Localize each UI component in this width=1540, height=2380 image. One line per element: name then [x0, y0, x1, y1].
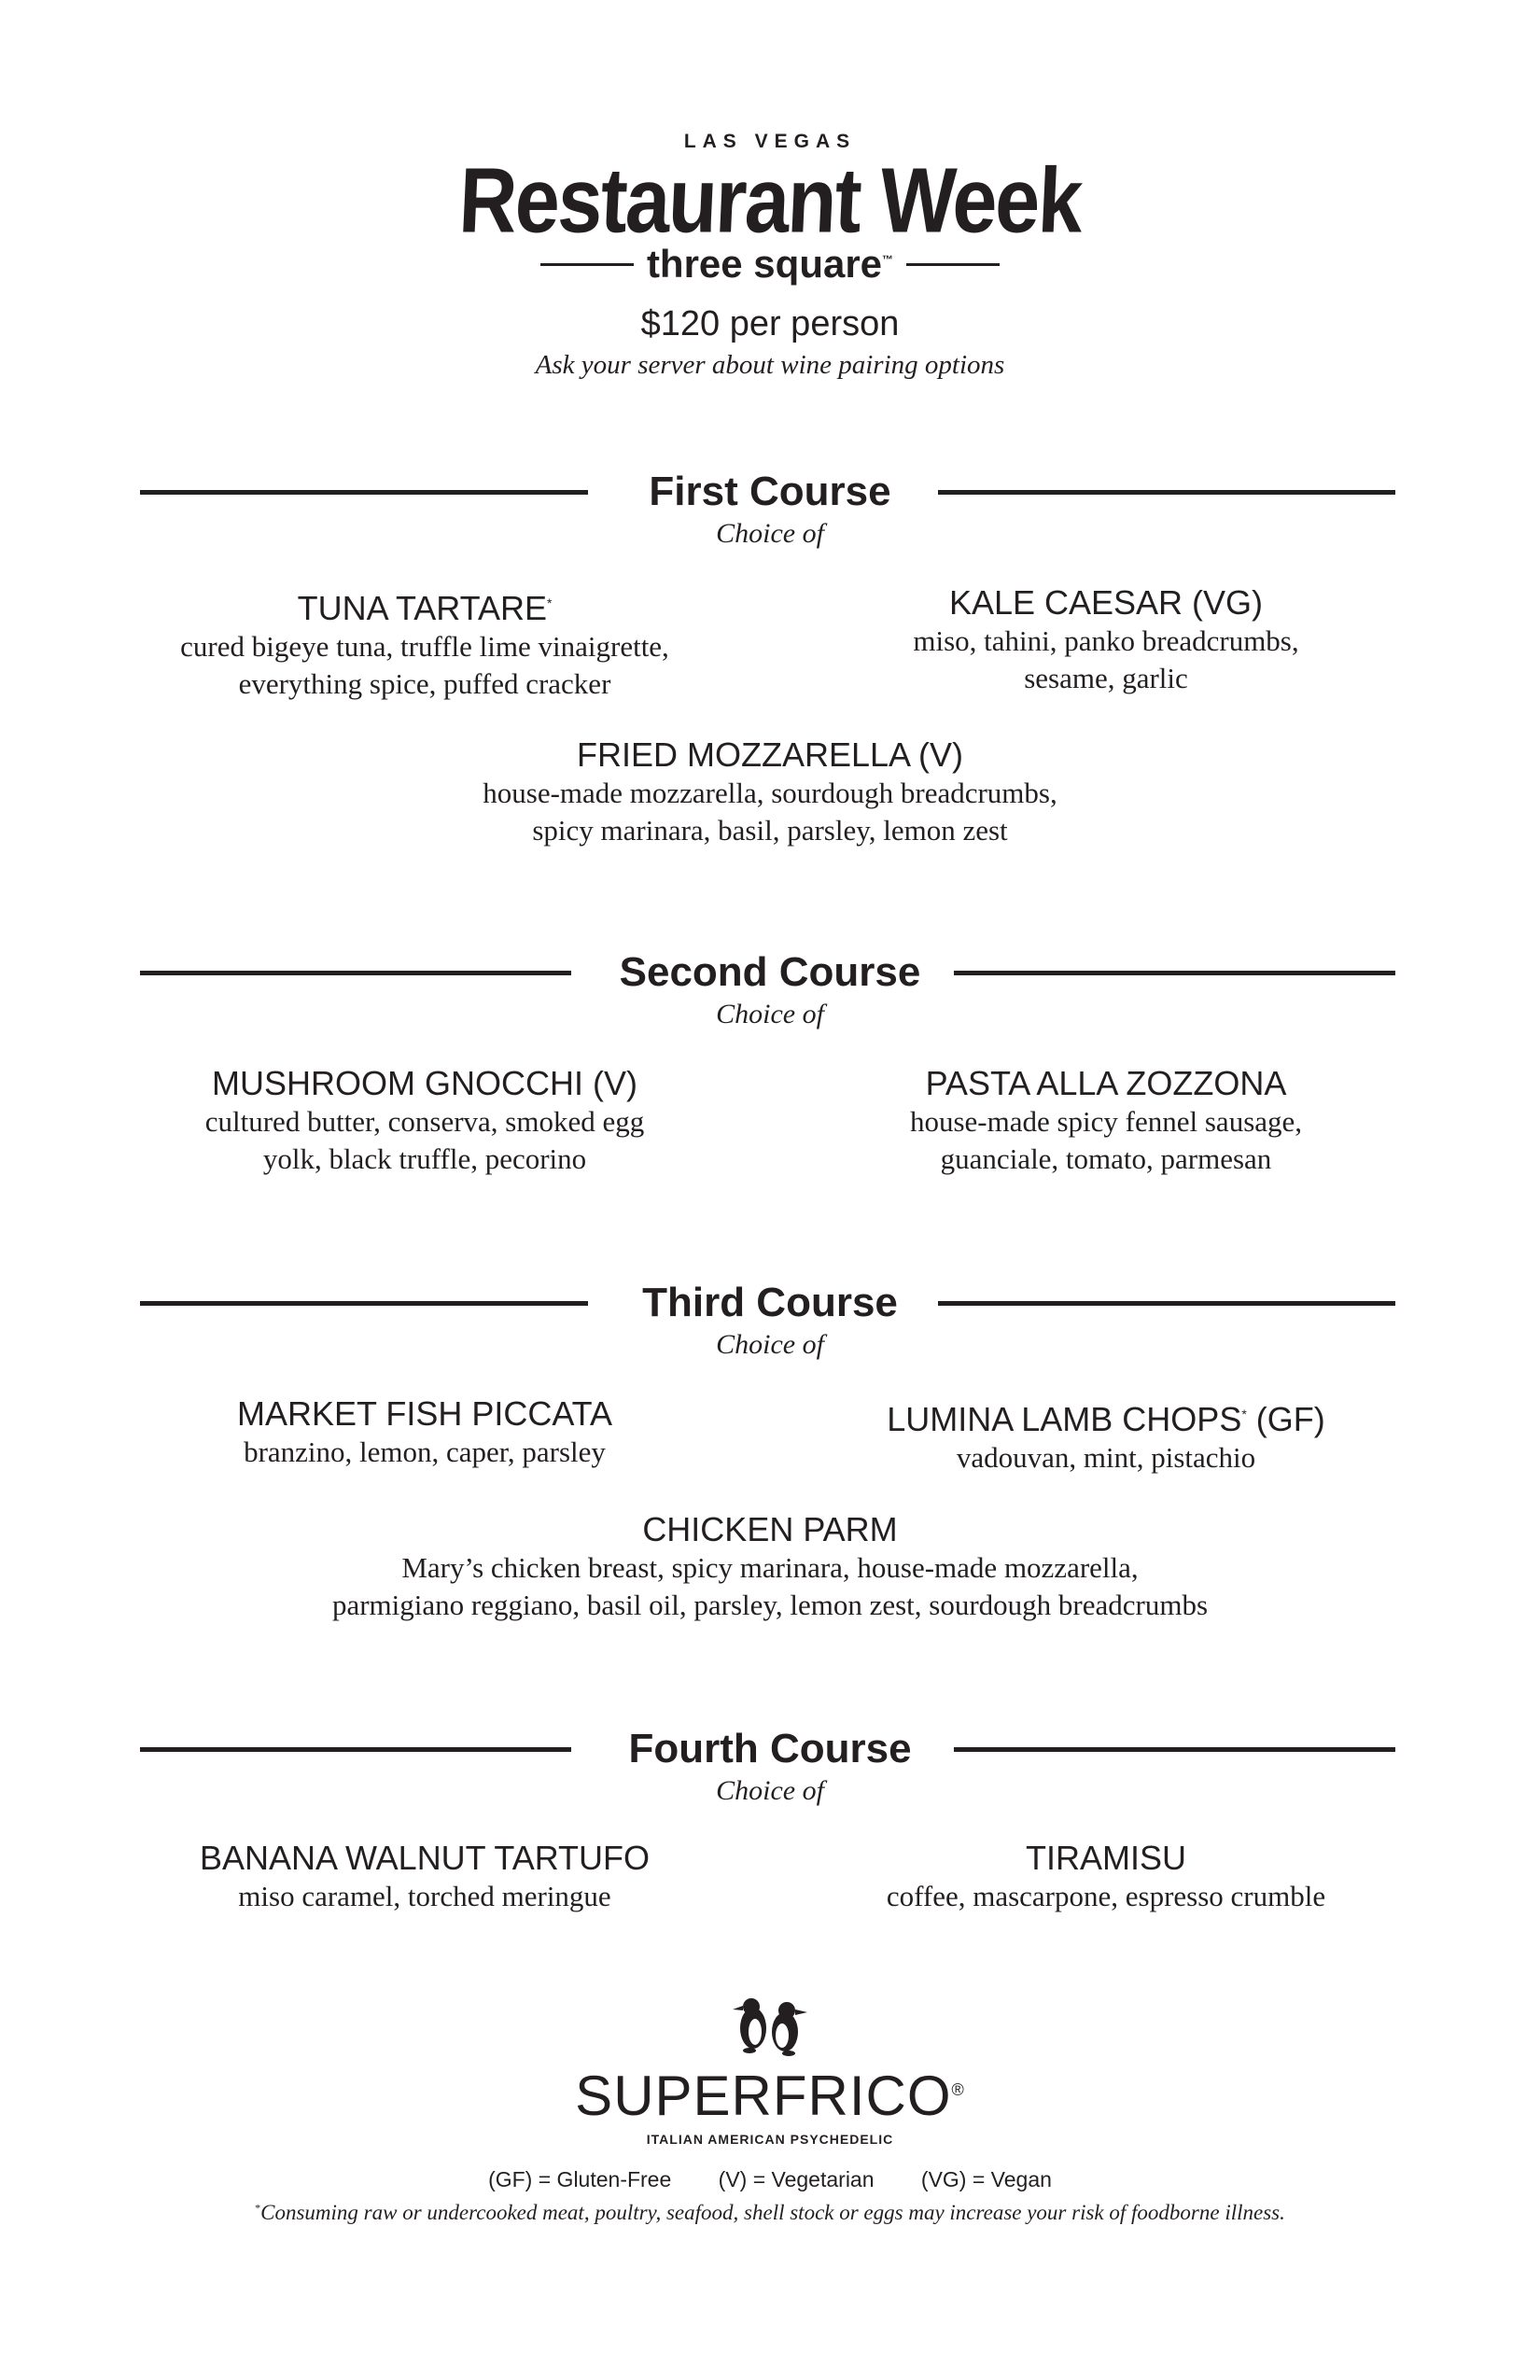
dish-name: CHICKEN PARM	[642, 1510, 898, 1548]
dish-name: LUMINA LAMB CHOPS* (GF)	[887, 1400, 1325, 1438]
dish-mushroom-gnocchi	[75, 1064, 775, 1178]
course-header	[0, 1275, 1540, 1331]
dish-description: miso caramel, torched meringue	[238, 1880, 611, 1912]
restaurant-week-logo	[0, 131, 1540, 381]
divider	[906, 263, 1000, 266]
raw-notice-mark: *	[1241, 1407, 1247, 1421]
divider	[540, 263, 634, 266]
dish-name: PASTA ALLA ZOZZONA	[925, 1064, 1287, 1102]
choice-label: Choice of	[716, 518, 824, 549]
dish-description: house-made spicy fennel sausage,	[909, 1105, 1303, 1138]
legend-vegan: (VG) = Vegan	[920, 2167, 1052, 2191]
dish-description: guanciale, tomato, parmesan	[940, 1142, 1272, 1175]
course-title: First Course	[649, 469, 891, 514]
course-section-first	[0, 464, 1540, 550]
dish-description: Mary’s chicken breast, spicy marinara, house-made mozzarella,	[401, 1551, 1139, 1584]
course-header	[0, 945, 1540, 1001]
dish-description: vadouvan, mint, pistachio	[956, 1441, 1256, 1474]
raw-notice-mark: *	[255, 2201, 261, 2215]
logo-event: Restaurant Week	[456, 148, 1084, 253]
dish-kale-caesar	[803, 583, 1409, 697]
dish-description: sesame, garlic	[1024, 662, 1188, 694]
course-header	[0, 464, 1540, 520]
raw-notice-mark: *	[546, 595, 553, 610]
dish-description: cultured butter, conserva, smoked egg	[204, 1105, 645, 1138]
dish-fried-mozzarella	[303, 735, 1237, 849]
superfrico-logo	[0, 1993, 1540, 2147]
price: $120 per person	[640, 304, 900, 343]
dish-description: parmigiano reggiano, basil oil, parsley, lemon zest, sourdough breadcrumbs	[331, 1589, 1209, 1621]
course-header	[0, 1721, 1540, 1777]
food-safety-disclaimer: *Consuming raw or undercooked meat, poultry, seafood, shell stock or eggs may increase your risk of foodborne illness.	[255, 2201, 1285, 2224]
dish-chicken-parm	[187, 1510, 1353, 1624]
penguins-icon	[723, 1993, 817, 2060]
dish-name: FRIED MOZZARELLA (V)	[576, 735, 964, 774]
dish-market-fish-piccata	[75, 1394, 775, 1471]
dish-description: coffee, mascarpone, espresso crumble	[886, 1880, 1326, 1912]
dietary-legend	[0, 2167, 1540, 2192]
dish-name: BANANA WALNUT TARTUFO	[199, 1839, 651, 1877]
choice-label: Choice of	[716, 999, 824, 1029]
legend-gluten-free: (GF) = Gluten-Free	[488, 2167, 672, 2191]
dish-name: TUNA TARTARE*	[297, 589, 553, 627]
course-section-second	[0, 945, 1540, 1030]
brand-tagline: ITALIAN AMERICAN PSYCHEDELIC	[646, 2132, 894, 2147]
wine-note: Ask your server about wine pairing options	[535, 350, 1005, 380]
brand-name: SUPERFRICO®	[575, 2065, 965, 2127]
dish-tuna-tartare	[75, 583, 775, 703]
trademark-mark: ™	[882, 253, 894, 266]
dish-name: MUSHROOM GNOCCHI (V)	[212, 1064, 637, 1102]
logo-charity: three square™	[646, 242, 894, 286]
dish-description: spicy marinara, basil, parsley, lemon zest	[532, 814, 1008, 847]
dish-description: everything spice, puffed cracker	[238, 667, 611, 700]
dish-description: house-made mozzarella, sourdough breadcrumbs,	[483, 777, 1057, 809]
course-title: Second Course	[619, 949, 921, 995]
dish-pasta-alla-zozzona	[803, 1064, 1409, 1178]
dish-banana-walnut-tartufo	[75, 1839, 775, 1915]
dish-name: MARKET FISH PICCATA	[236, 1394, 613, 1433]
course-section-fourth	[0, 1721, 1540, 1807]
dish-description: branzino, lemon, caper, parsley	[244, 1435, 606, 1468]
registered-mark: ®	[951, 2080, 965, 2099]
logo-city: LAS VEGAS	[683, 131, 857, 152]
dish-description: yolk, black truffle, pecorino	[262, 1142, 587, 1175]
choice-label: Choice of	[716, 1775, 824, 1806]
course-title: Third Course	[642, 1280, 898, 1325]
dish-description: cured bigeye tuna, truffle lime vinaigrette,	[180, 630, 669, 663]
dish-description: miso, tahini, panko breadcrumbs,	[913, 624, 1299, 657]
course-title: Fourth Course	[628, 1726, 912, 1771]
dish-name: KALE CAESAR (VG)	[948, 583, 1264, 622]
dish-tiramisu	[803, 1839, 1409, 1915]
dish-lumina-lamb-chops	[803, 1394, 1409, 1477]
legend-vegetarian: (V) = Vegetarian	[718, 2167, 875, 2191]
course-section-third	[0, 1275, 1540, 1361]
choice-label: Choice of	[716, 1329, 824, 1360]
dish-name: TIRAMISU	[1025, 1839, 1186, 1877]
